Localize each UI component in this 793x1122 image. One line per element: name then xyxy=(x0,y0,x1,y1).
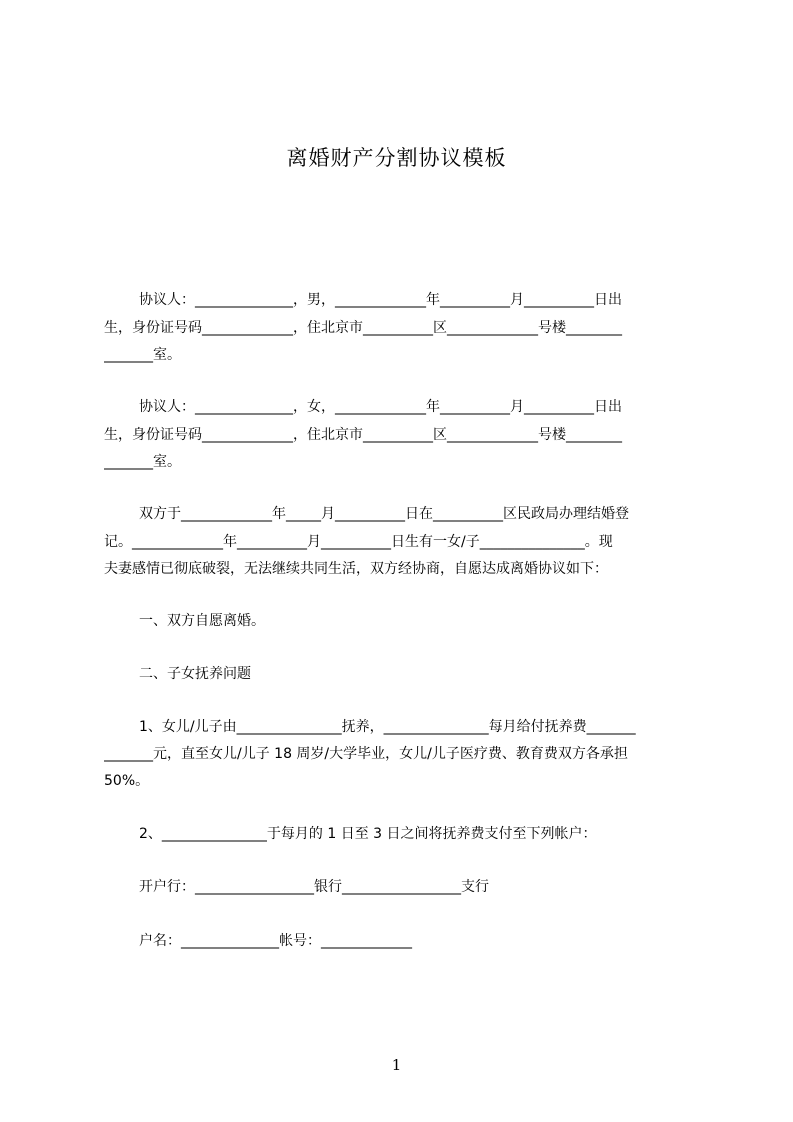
payment-line: 2、_______________于每月的 1 日至 3 日之间将抚养费支付至下列帐户： xyxy=(139,826,597,842)
bank-line: 开户行：_________________银行_________________支行 xyxy=(139,879,489,895)
page-number: 1 xyxy=(391,1056,402,1074)
support-line-1: 1、女儿/儿子由_______________抚养，_______________每月给付抚养费_______ xyxy=(139,719,636,735)
party1-line-3: _______室。 xyxy=(104,347,181,363)
marriage-line-1: 双方于_____________年_____月__________日在__________区民政局办理结婚登 xyxy=(139,506,629,522)
support-line-3: 50%。 xyxy=(104,773,150,789)
document-title: 离婚财产分割协议模板 xyxy=(286,146,507,170)
party1-line-2: 生，身份证号码_____________，住北京市__________区_____________号楼________ xyxy=(104,320,622,336)
marriage-line-3: 夫妻感情已彻底破裂，无法继续共同生活，双方经协商，自愿达成离婚协议如下： xyxy=(104,561,608,577)
clause-1-heading: 一、双方自愿离婚。 xyxy=(139,613,265,629)
support-line-2: _______元，直至女儿/儿子 18 周岁/大学毕业，女儿/儿子医疗费、教育费双方各承担 xyxy=(104,746,628,762)
clause-2-heading: 二、子女抚养问题 xyxy=(139,666,251,682)
party2-line-2: 生，身份证号码_____________，住北京市__________区_____________号楼________ xyxy=(104,427,622,443)
account-line: 户名：______________帐号：_____________ xyxy=(139,933,412,949)
party2-line-1: 协议人：______________，女，_____________年__________月__________日出 xyxy=(139,399,622,415)
party2-line-3: _______室。 xyxy=(104,454,181,470)
marriage-line-2: 记。_____________年__________月__________日生有一女/子_______________。现 xyxy=(104,534,613,550)
party1-line-1: 协议人：______________，男，_____________年__________月__________日出 xyxy=(139,292,622,308)
